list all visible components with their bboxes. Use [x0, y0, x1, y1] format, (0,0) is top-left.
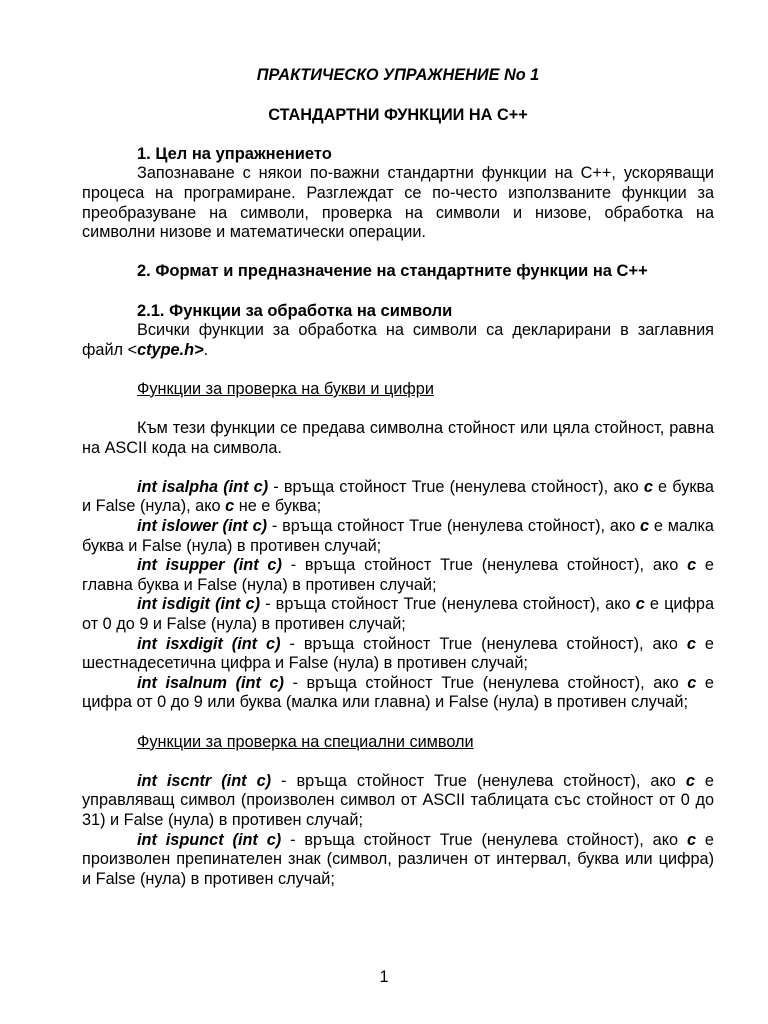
document-title: ПРАКТИЧЕСКО УПРАЖНЕНИЕ No 1	[256, 66, 540, 84]
section-2-1-heading: 2.1. Функции за обработка на символи	[137, 301, 453, 320]
function-entry: int ispunct (int c) - връща стойност True (ненулева стойност), ако c е произволен препинателен знак (символ, различен от интервал, буква или цифра) и False (нула) в противен случай;	[82, 830, 714, 888]
section-1-heading: 1. Цел на упражнението	[137, 144, 332, 163]
section-2-1-text: Всички функции за обработка на символи са декларирани в заглавния файл <ctype.h>.	[82, 321, 714, 359]
function-entry: int isalnum (int c) - връща стойност True (ненулева стойност), ако c е цифра от 0 до 9 или буква (малка или главна) и False (нула) в противен случай;	[82, 673, 714, 712]
header-file-name: ctype.h>	[137, 340, 204, 359]
section-1-text: Запознаване с някои по-важни стандартни функции на С++, ускоряващи процеса на програмиране. Разглеждат се по-често използваните функции за преобразуване на символи, проверка на символи и низове, обработка на символни низове и математически операции.	[82, 164, 714, 242]
function-entry: int isupper (int c) - връща стойност True (ненулева стойност), ако c е главна буква и False (нула) в противен случай;	[82, 556, 714, 594]
subsection-letters-intro: Към тези функции се предава символна стойност или цяла стойност, равна на ASCII кода на символа.	[82, 419, 714, 457]
functions-special-list	[82, 772, 714, 890]
function-entry: int iscntr (int c) - връща стойност True (ненулева стойност), ако c е управляващ символ (произволен символ от ASCII таблицата със стойност от 0 до 31) и False (нула) в противен случай;	[82, 771, 714, 829]
document-body	[82, 66, 714, 889]
function-entry: int islower (int c) - връща стойност True (ненулева стойност), ако c е малка буква и False (нула) в противен случай;	[82, 517, 714, 555]
functions-letters-list	[82, 478, 714, 713]
section-2-heading: 2. Формат и предназначение на стандартните функции на С++	[137, 262, 648, 281]
function-entry: int isxdigit (int c) - връща стойност True (ненулева стойност), ако c е шестнадесетична цифра и False (нула) в противен случай;	[82, 634, 714, 673]
page-number: 1	[379, 968, 389, 986]
function-entry: int isdigit (int c) - връща стойност True (ненулева стойност), ако c е цифра от 0 до 9 и False (нула) в противен случай;	[82, 595, 715, 634]
function-entry: int isalpha (int c) - връща стойност True (ненулева стойност), ако c е буква и False (нула), ако c не е буква;	[82, 477, 714, 516]
document-subtitle: СТАНДАРТНИ ФУНКЦИИ НА С++	[268, 105, 528, 124]
subsection-special-title: Функции за проверка на специални символи	[137, 732, 474, 751]
subsection-letters-title: Функции за проверка на букви и цифри	[137, 379, 434, 398]
